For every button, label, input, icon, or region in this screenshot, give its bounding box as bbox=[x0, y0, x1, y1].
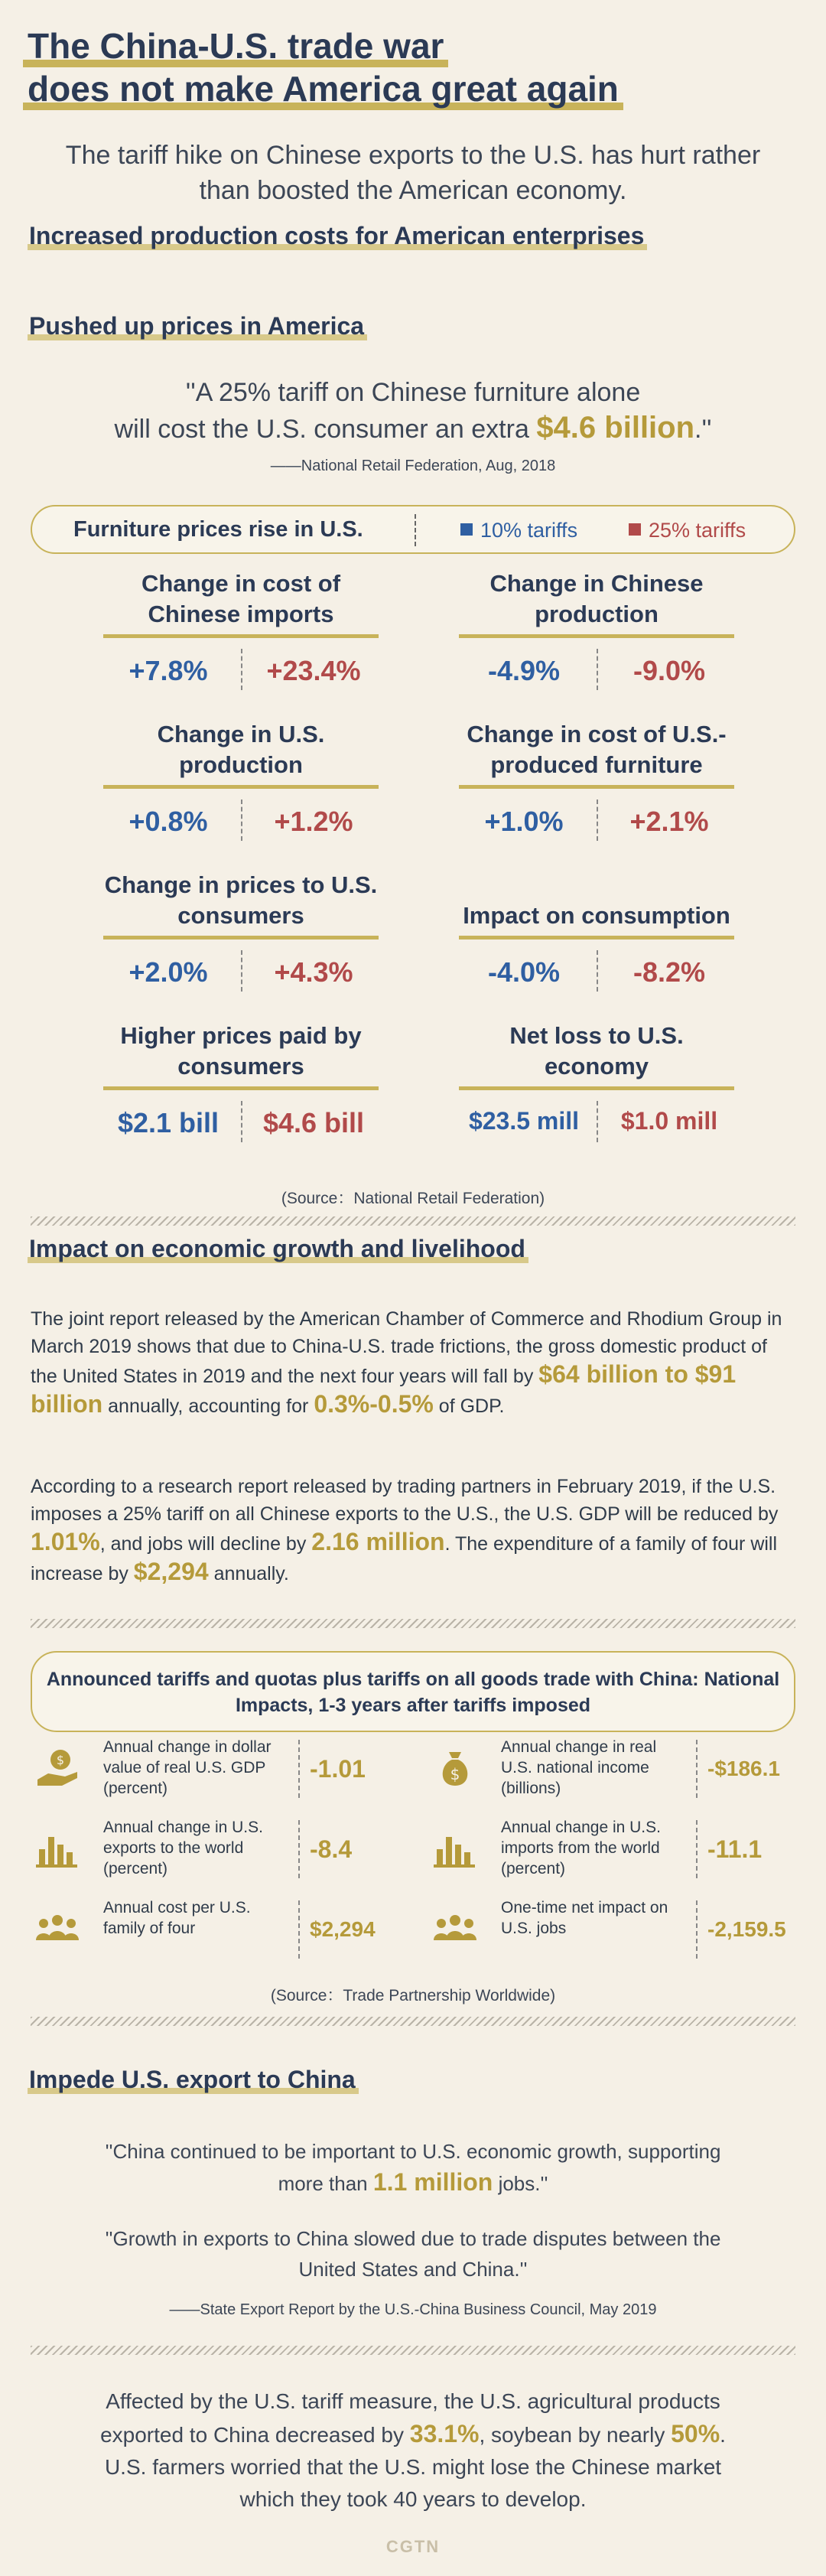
metric-value-25: -8.2% bbox=[633, 956, 706, 988]
closing-line-3: U.S. farmers worried that the U.S. might lose the Chinese market bbox=[104, 2455, 722, 2479]
subtitle: The tariff hike on Chinese exports to the U.S. has hurt rather than boosted the American economy. bbox=[65, 141, 761, 205]
paragraph-text: annually. bbox=[208, 1563, 289, 1584]
impact-value: -$186.1 bbox=[707, 1757, 780, 1780]
highlight-agri-decline: 33.1% bbox=[409, 2420, 480, 2447]
metric-consumer-prices bbox=[103, 871, 379, 998]
legend-item-10 bbox=[460, 519, 577, 542]
hand-coin-icon bbox=[34, 1746, 80, 1792]
metric-title: Change in Chinese production bbox=[459, 572, 734, 638]
quote-jobs bbox=[0, 2136, 826, 2199]
source-nrf: (Source：National Retail Federation) bbox=[281, 1190, 545, 1207]
metric-title: Higher prices paid by consumers bbox=[103, 1024, 379, 1090]
bar-chart-icon bbox=[432, 1826, 478, 1872]
impact-label: Annual change in real U.S. national income (billions) bbox=[501, 1738, 657, 1797]
paragraph-text: annually, accounting for bbox=[102, 1395, 314, 1417]
highlight-gdp-share: 0.3%-0.5% bbox=[314, 1390, 434, 1418]
impact-value: -8.4 bbox=[310, 1835, 353, 1863]
highlight-gdp-fall: $64 billion to $91 billion bbox=[31, 1360, 737, 1418]
paragraph-text: The joint report released by the American Chamber of Commerce and Rhodium Group in March 2019 shows that due to China-U.S. trade frictions, the gross domestic product of the United States in 2019 and the next four years will fall by bbox=[31, 1308, 782, 1387]
headline-line-1: The China-U.S. trade war bbox=[23, 24, 448, 67]
impact-value: -2,159.5 bbox=[707, 1917, 786, 1941]
metric-title: Change in cost of U.S.-produced furniture bbox=[459, 723, 734, 789]
legend-label-25: 25% tariffs bbox=[649, 519, 746, 542]
divider bbox=[31, 1216, 795, 1226]
metric-value-10: +0.8% bbox=[128, 806, 208, 837]
metric-value-10: -4.9% bbox=[487, 655, 561, 686]
metric-value-10: +2.0% bbox=[128, 956, 208, 988]
metric-value-25: $1.0 mill bbox=[620, 1107, 718, 1135]
impact-label: One-time net impact on U.S. jobs bbox=[501, 1899, 668, 1937]
highlight-jobs: 2.16 million bbox=[311, 1528, 445, 1555]
closing-line-2 bbox=[0, 2418, 826, 2451]
legend bbox=[31, 505, 795, 554]
paragraph-text: of GDP. bbox=[433, 1395, 505, 1417]
metric-value-10: $2.1 bill bbox=[117, 1107, 220, 1138]
citation-nrf: ——National Retail Federation, Aug, 2018 bbox=[270, 458, 556, 474]
paragraph-text: . The expenditure of a family of four will increase by bbox=[31, 1533, 778, 1584]
closing-text: . bbox=[720, 2423, 726, 2447]
closing-line-1: Affected by the U.S. tariff measure, the U.S. agricultural products bbox=[106, 2389, 720, 2413]
metric-value-10: -4.0% bbox=[487, 956, 561, 988]
metric-consumption bbox=[459, 874, 734, 998]
impact-exports bbox=[34, 1817, 394, 1886]
impact-label: Annual cost per U.S. family of four bbox=[103, 1899, 251, 1937]
metric-value-25: -9.0% bbox=[633, 655, 706, 686]
section-heading-growth: Impact on economic growth and livelihood bbox=[28, 1235, 528, 1263]
metric-chinese-imports-cost bbox=[103, 572, 379, 696]
metric-value-25: +2.1% bbox=[629, 806, 709, 837]
divider bbox=[31, 1619, 795, 1628]
highlight-family-cost: $2,294 bbox=[133, 1558, 209, 1585]
metric-value-25: +4.3% bbox=[274, 956, 353, 988]
metric-net-loss bbox=[459, 1024, 734, 1148]
metric-value-10: +1.0% bbox=[484, 806, 564, 837]
metric-title: Change in U.S. production bbox=[103, 723, 379, 789]
svg-text:$: $ bbox=[56, 1753, 65, 1767]
legend-title: Furniture prices rise in U.S. bbox=[73, 517, 363, 542]
source-tpw: (Source：Trade Partnership Worldwide) bbox=[270, 1987, 556, 2004]
paragraph-text: According to a research report released by trading partners in February 2019, if the U.S. imposes a 25% tariff on all Chinese exports to the U.S., the U.S. GDP will be reduced by bbox=[31, 1476, 779, 1525]
quote-line-1: ''China continued to be important to U.S. economic growth, supporting bbox=[105, 2140, 721, 2163]
quote-end: .'' bbox=[694, 415, 712, 444]
quote-line-1: ''A 25% tariff on Chinese furniture alone bbox=[185, 378, 641, 407]
legend-item-25 bbox=[629, 519, 746, 542]
section-heading-exports: Impede U.S. export to China bbox=[28, 2066, 359, 2094]
metric-us-production bbox=[103, 723, 379, 847]
quote-line-1: ''Growth in exports to China slowed due to trade disputes between the bbox=[105, 2227, 721, 2250]
quote-highlight: 1.1 million bbox=[372, 2168, 493, 2196]
metric-title: Net loss to U.S. economy bbox=[459, 1024, 734, 1090]
headline-line-2: does not make America great again bbox=[23, 67, 623, 110]
impact-jobs bbox=[432, 1897, 792, 1966]
paragraph-trading-partners bbox=[31, 1473, 795, 1588]
closing-text: exported to China decreased by bbox=[100, 2423, 410, 2447]
metric-value-10: $23.5 mill bbox=[468, 1107, 580, 1135]
quote-text: will cost the U.S. consumer an extra bbox=[114, 415, 537, 444]
divider bbox=[31, 2346, 795, 2355]
metric-title: Impact on consumption bbox=[459, 874, 734, 940]
quote-line-2: United States and China.'' bbox=[298, 2258, 528, 2281]
section-heading-prices: Pushed up prices in America bbox=[28, 312, 367, 340]
impact-value: -1.01 bbox=[310, 1755, 366, 1783]
family-icon bbox=[34, 1907, 80, 1952]
closing-text: , soybean by nearly bbox=[479, 2423, 672, 2447]
divider bbox=[31, 2017, 795, 2026]
paragraph-amcham bbox=[31, 1305, 795, 1420]
legend-divider bbox=[415, 514, 416, 546]
bar-chart-icon bbox=[34, 1826, 80, 1872]
red-square-icon bbox=[629, 523, 641, 536]
metric-higher-prices bbox=[103, 1024, 379, 1148]
paragraph-text: , and jobs will decline by bbox=[99, 1533, 312, 1555]
section-heading-production-costs: Increased production costs for American enterprises bbox=[28, 222, 647, 250]
quote-highlight: $4.6 billion bbox=[536, 411, 695, 445]
closing-line-4: which they took 40 years to develop. bbox=[239, 2487, 587, 2511]
citation-uscbc: ——State Export Report by the U.S.-China Business Council, May 2019 bbox=[169, 2301, 657, 2318]
headline bbox=[23, 24, 623, 110]
impact-value: $2,294 bbox=[310, 1917, 376, 1941]
impact-gdp bbox=[34, 1737, 394, 1806]
impact-value: -11.1 bbox=[707, 1835, 763, 1863]
blue-square-icon bbox=[460, 523, 473, 536]
impacts-heading: Announced tariffs and quotas plus tariffs on all goods trade with China: National Impacts, 1-3 years after tariffs imposed bbox=[31, 1651, 795, 1732]
metric-value-25: +23.4% bbox=[266, 655, 361, 686]
quote-line-2 bbox=[0, 2167, 826, 2199]
metric-title: Change in cost of Chinese imports bbox=[103, 572, 379, 638]
metric-chinese-production bbox=[459, 572, 734, 696]
highlight-soybean: 50% bbox=[671, 2420, 720, 2447]
quote-end: jobs.'' bbox=[493, 2172, 548, 2195]
money-bag-icon bbox=[432, 1746, 478, 1792]
metric-title: Change in prices to U.S. consumers bbox=[103, 874, 379, 940]
svg-text:$: $ bbox=[450, 1765, 460, 1783]
impact-family-cost bbox=[34, 1897, 394, 1966]
impact-label: Annual change in U.S. exports to the world (percent) bbox=[103, 1819, 263, 1877]
metric-value-25: +1.2% bbox=[274, 806, 353, 837]
highlight-gdp-reduce: 1.01% bbox=[31, 1528, 100, 1555]
impact-national-income bbox=[432, 1737, 792, 1806]
metric-value-25: $4.6 bill bbox=[262, 1107, 365, 1138]
cgtn-logo: CGTN bbox=[385, 2537, 441, 2556]
impact-imports bbox=[432, 1817, 792, 1886]
impact-label: Annual change in U.S. imports from the world (percent) bbox=[501, 1819, 661, 1877]
quote-exports-slowed bbox=[0, 2223, 826, 2285]
impact-label: Annual change in dollar value of real U.S. GDP (percent) bbox=[103, 1738, 272, 1797]
metric-value-10: +7.8% bbox=[128, 655, 208, 686]
quote-text: more than bbox=[278, 2172, 373, 2195]
quote-line-2 bbox=[0, 410, 826, 447]
quote-furniture bbox=[0, 375, 826, 447]
people-icon bbox=[432, 1907, 478, 1952]
metric-us-furniture-cost bbox=[459, 723, 734, 847]
closing-paragraph bbox=[0, 2385, 826, 2516]
legend-label-10: 10% tariffs bbox=[480, 519, 578, 542]
